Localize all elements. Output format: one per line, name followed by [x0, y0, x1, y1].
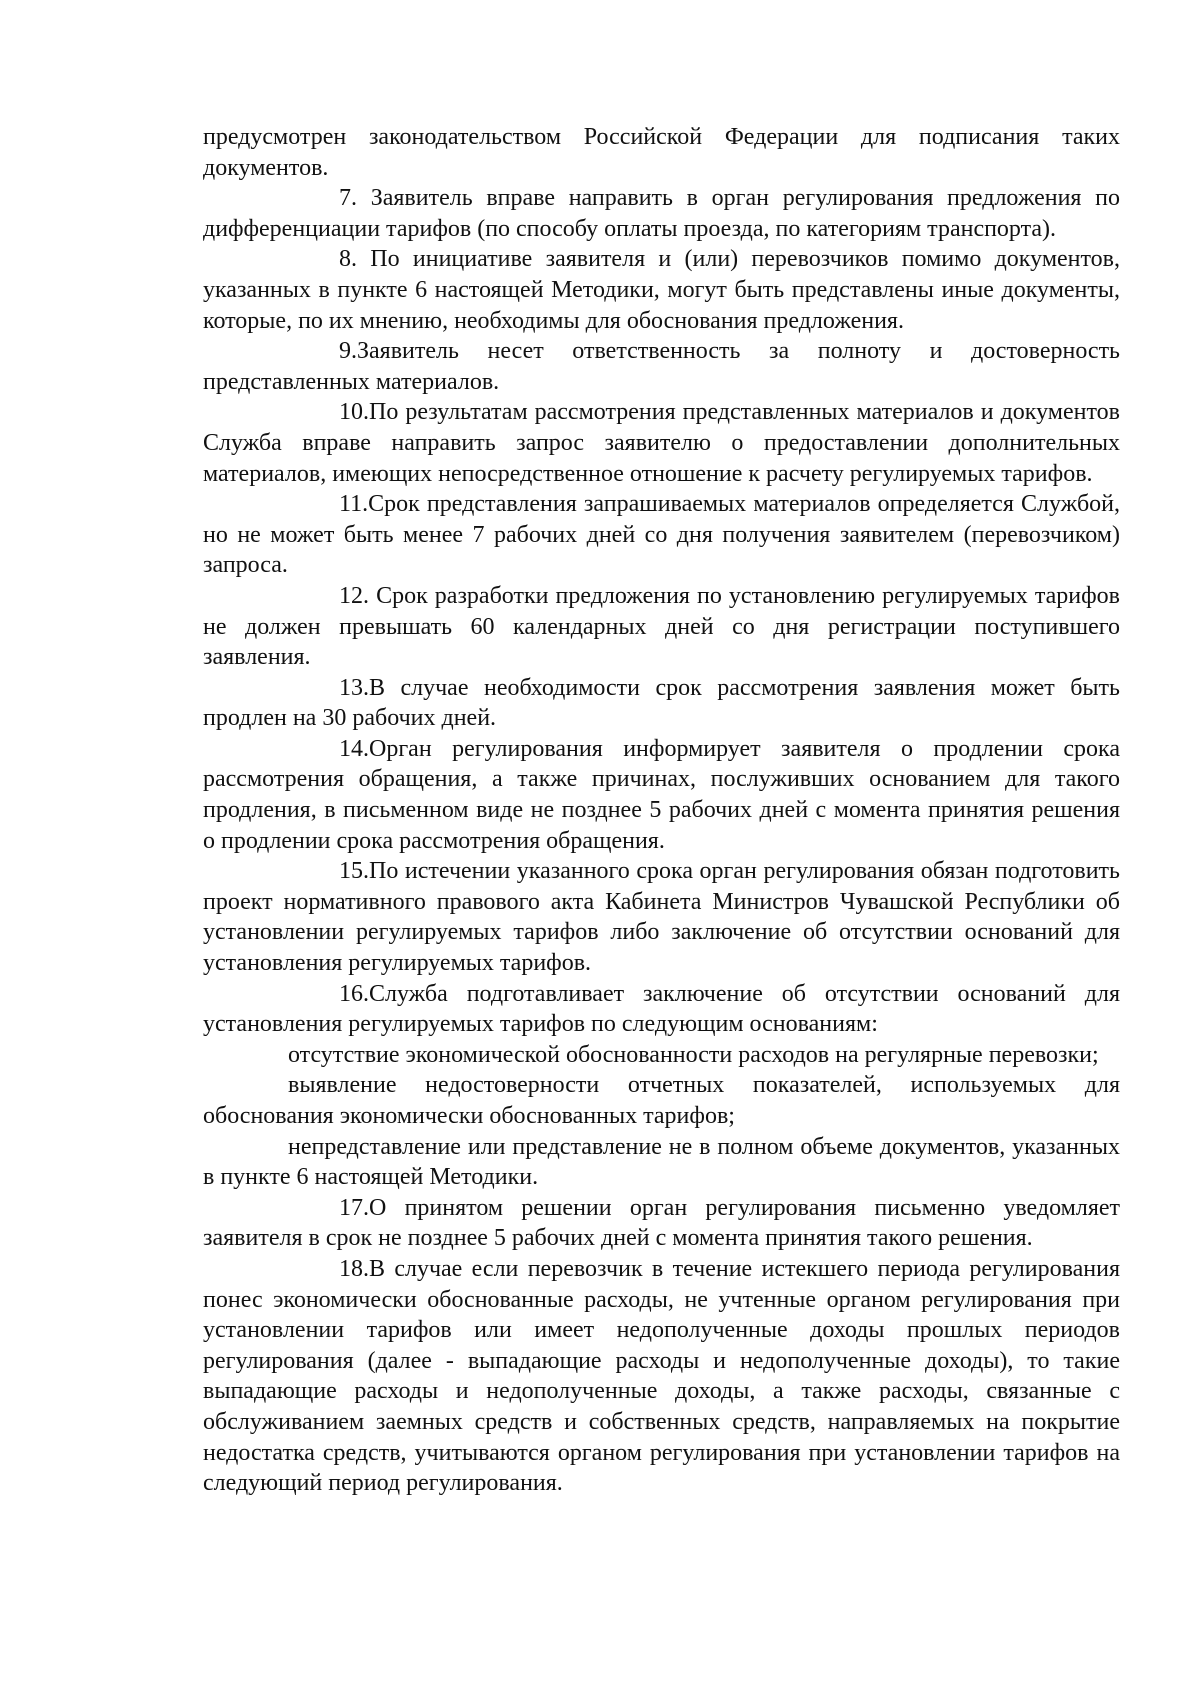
paragraph-text: Срок разработки предложения по установлению регулируемых тарифов не должен превышать 60 календарных дней со дня регистрации поступившего заявления. — [203, 582, 1120, 671]
paragraph-14 — [203, 734, 1120, 856]
paragraph-text: По инициативе заявителя и (или) перевозчиков помимо документов, указанных в пункте 6 настоящей Методики, могут быть представлены иные документы, которые, по их мнению, необходимы для обоснования предложения. — [203, 246, 1121, 334]
paragraph-text: Заявитель несет ответственность за полноту и достоверность представленных материалов. — [203, 338, 1120, 395]
paragraph-8 — [203, 244, 1120, 336]
paragraph-13 — [203, 673, 1120, 734]
paragraph-16-sub-2 — [203, 1070, 1120, 1131]
paragraph-text: По результатам рассмотрения представленных материалов и документов Служба вправе направить запрос заявителю о предоставлении дополнительных материалов, имеющих непосредственное отношение к расчету регулируемых тарифов. — [203, 399, 1120, 487]
paragraph-number: 11. — [339, 491, 369, 518]
paragraph-number: 12. — [339, 582, 369, 609]
paragraph-text: В случае если перевозчик в течение истекшего периода регулирования понес экономически обоснованные расходы, не учтенные органом регулирования при установлении тарифов или имеет недополученные доходы прошлых периодов регулирования (далее - выпадающие расходы и недополученные доходы), то такие выпадающие расходы и недополученные доходы, а также расходы, связанные с обслуживанием заемных средств и собственных средств, направляемых на покрытие недостатка средств, учитываются органом регулирования при установлении тарифов на следующий период регулирования. — [203, 1255, 1120, 1497]
paragraph-text: выявление недостоверности отчетных показателей, используемых для обоснования экономически обоснованных тарифов; — [203, 1072, 1120, 1129]
paragraph-number: 16. — [339, 980, 369, 1007]
document-page — [203, 122, 1120, 1499]
paragraph-continuation — [203, 122, 1120, 183]
paragraph-16-sub-3 — [203, 1132, 1120, 1193]
paragraph-text: предусмотрен законодательством Российской Федерации для подписания таких документов. — [203, 124, 1120, 181]
paragraph-number: 9. — [339, 338, 357, 365]
paragraph-text: непредставление или представление не в полном объеме документов, указанных в пункте 6 настоящей Методики. — [203, 1133, 1120, 1191]
paragraph-number: 15. — [339, 858, 369, 885]
paragraph-text: Срок представления запрашиваемых материалов определяется Службой, но не может быть менее 7 рабочих дней со дня получения заявителем (перевозчиком) запроса. — [203, 491, 1120, 579]
paragraph-16 — [203, 979, 1120, 1040]
paragraph-text: Орган регулирования информирует заявителя о продлении срока рассмотрения обращения, а также причинах, послуживших основанием для такого продления, в письменном виде не позднее 5 рабочих дней с момента принятия решения о продлении срока рассмотрения обращения. — [203, 735, 1120, 854]
paragraph-16-sub-1 — [203, 1040, 1120, 1071]
paragraph-number: 14. — [339, 735, 369, 762]
paragraph-number: 13. — [339, 674, 369, 701]
paragraph-number: 7. — [339, 185, 357, 212]
paragraph-18 — [203, 1254, 1120, 1499]
paragraph-10 — [203, 397, 1120, 489]
paragraph-12 — [203, 581, 1120, 673]
paragraph-text: Заявитель вправе направить в орган регулирования предложения по дифференциации тарифов (по способу оплаты проезда, по категориям транспорта). — [203, 185, 1120, 242]
paragraph-7 — [203, 183, 1120, 244]
paragraph-text: О принятом решении орган регулирования письменно уведомляет заявителя в срок не позднее 5 рабочих дней с момента принятия такого решения. — [203, 1194, 1120, 1252]
paragraph-text: отсутствие экономической обоснованности расходов на регулярные перевозки; — [288, 1041, 1099, 1068]
paragraph-17 — [203, 1193, 1120, 1254]
paragraph-number: 18. — [339, 1255, 369, 1282]
paragraph-15 — [203, 856, 1120, 978]
paragraph-number: 8. — [339, 246, 357, 273]
paragraph-number: 10. — [339, 399, 369, 426]
paragraph-9 — [203, 336, 1120, 397]
paragraph-text: По истечении указанного срока орган регулирования обязан подготовить проект нормативного правового акта Кабинета Министров Чувашской Республики об установлении регулируемых тарифов либо заключение об отсутствии оснований для установления регулируемых тарифов. — [203, 858, 1120, 977]
paragraph-11 — [203, 489, 1120, 581]
paragraph-number: 17. — [339, 1194, 369, 1221]
paragraph-text: В случае необходимости срок рассмотрения заявления может быть продлен на 30 рабочих дней. — [203, 674, 1120, 732]
paragraph-text: Служба подготавливает заключение об отсутствии оснований для установления регулируемых тарифов по следующим основаниям: — [203, 980, 1120, 1038]
